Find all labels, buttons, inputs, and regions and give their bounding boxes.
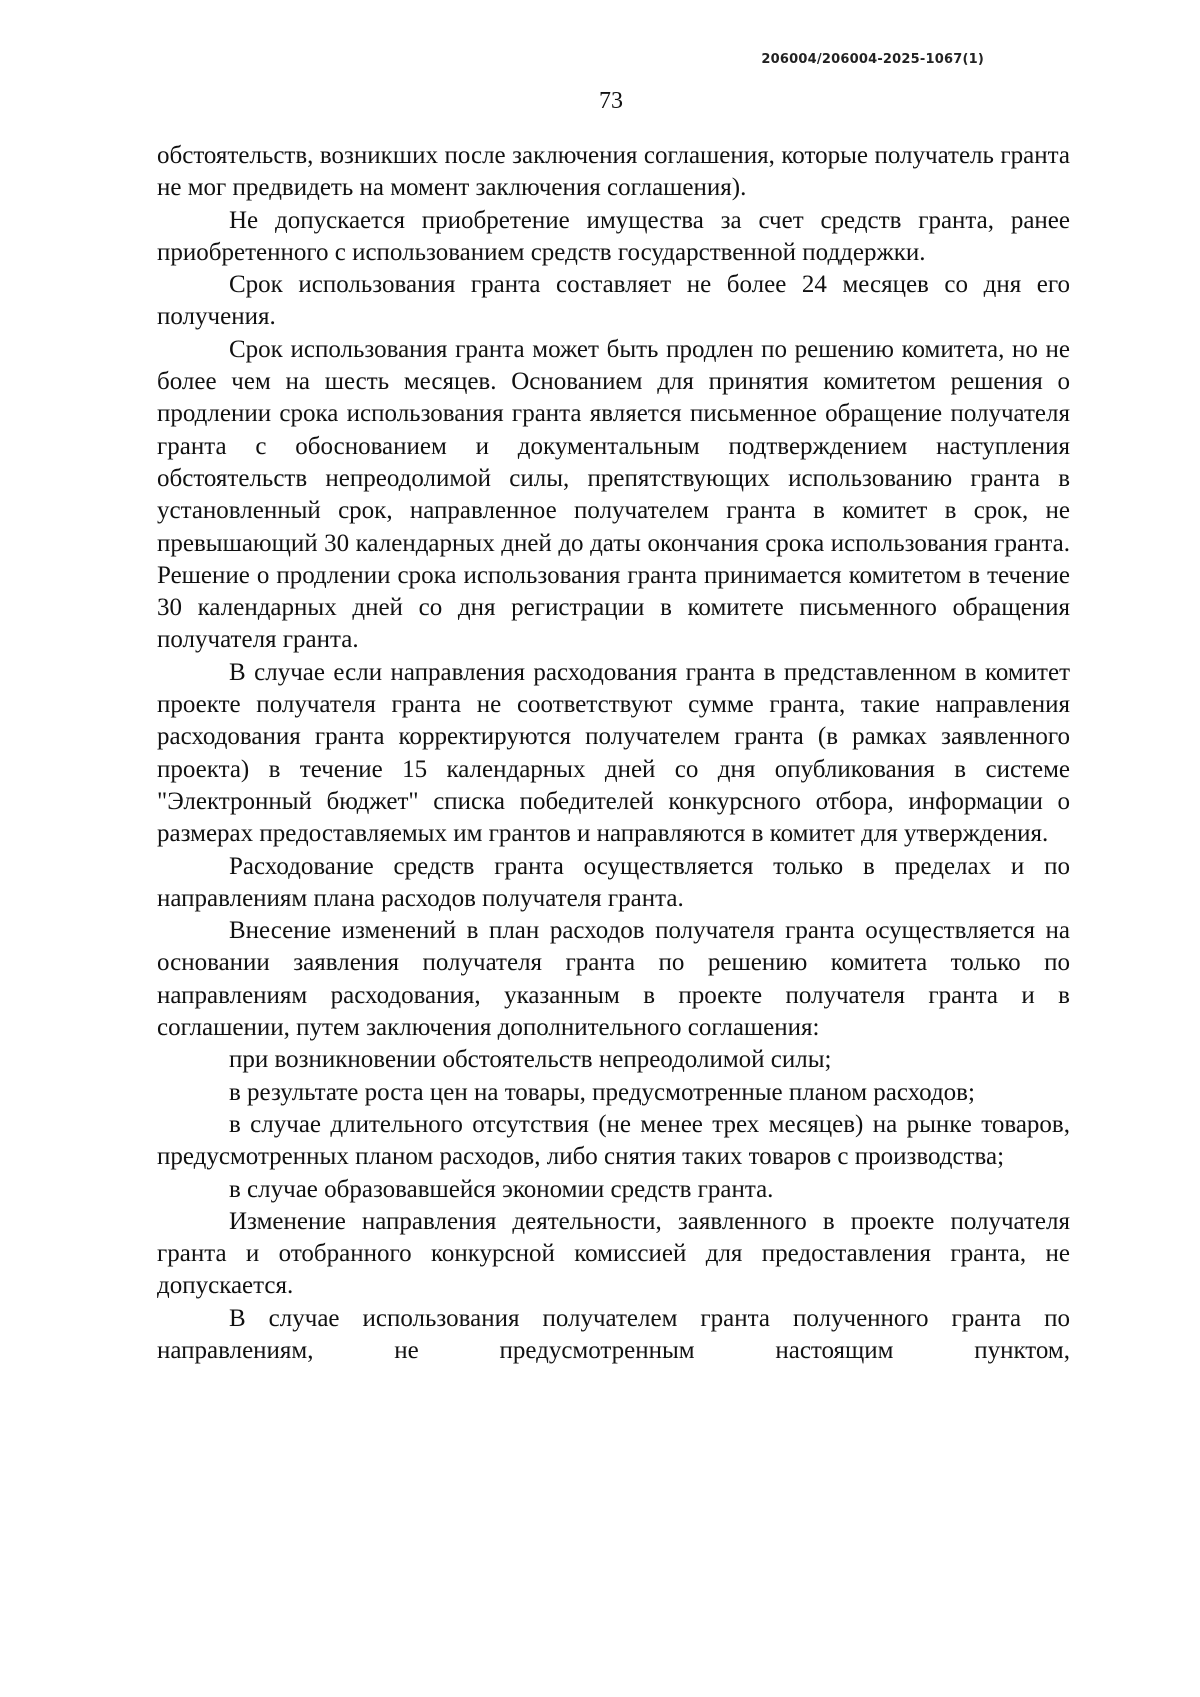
list-item-goods-absence: в случае длительного отсутствия (не менее трех месяцев) на рынке товаров, предусмотренных планом расходов, либо снятия таких товаров с производства;: [157, 1110, 1070, 1171]
list-item-price-growth: в результате роста цен на товары, предусмотренные планом расходов;: [229, 1078, 975, 1106]
paragraph-4: Срок использования гранта может быть продлен по решению комитета, но не более чем на шесть месяцев. Основанием для принятия комитетом решения о продлении срока использования гранта является письменное обращение получателя гранта с обоснованием и документальным подтверждением наступления обстоятельств непреодолимой силы, препятствующих использованию гранта в установленный срок, направленное получателем гранта в комитет в срок, не превышающий 30 календарных дней до даты окончания срока использования гранта. Решение о продлении срока использования гранта принимается комитетом в течение 30 календарных дней со дня регистрации в комитете письменного обращения получателя гранта.: [157, 335, 1070, 654]
paragraph-8: Изменение направления деятельности, заявленного в проекте получателя гранта и отобранного конкурсной комиссией для предоставления гранта, не допускается.: [157, 1207, 1070, 1300]
list-item-savings: в случае образовавшейся экономии средств гранта.: [229, 1175, 774, 1203]
paragraph-3: Срок использования гранта составляет не более 24 месяцев со дня его получения.: [157, 271, 1070, 331]
paragraph-9: В случае использования получателем гранта полученного гранта по направлениям, не предусмотренным настоящим пунктом,: [157, 1304, 1070, 1364]
list-item-force-majeure: при возникновении обстоятельств непреодолимой силы;: [229, 1046, 832, 1074]
paragraph-7: Внесение изменений в план расходов получателя гранта осуществляется на основании заявления получателя гранта по решению комитета только по направлениям расходования, указанным в проекте получателя гранта и в соглашении, путем заключения дополнительного соглашения:: [157, 917, 1070, 1042]
paragraph-1: обстоятельств, возникших после заключения соглашения, которые получатель гранта не мог предвидеть на момент заключения соглашения).: [157, 142, 1070, 202]
paragraph-6: Расходование средств гранта осуществляется только в пределах и по направлениям плана расходов получателя гранта.: [157, 852, 1070, 912]
paragraph-5: В случае если направления расходования гранта в представленном в комитет проекте получателя гранта не соответствуют сумме гранта, такие направления расходования гранта корректируются получателем гранта (в рамках заявленного проекта) в течение 15 календарных дней со дня опубликования в системе "Электронный бюджет" списка победителей конкурсного отбора, информации о размерах предоставляемых им грантов и направляются в комитет для утверждения.: [157, 658, 1070, 848]
paragraph-2: Не допускается приобретение имущества за счет средств гранта, ранее приобретенного с использованием средств государственной поддержки.: [157, 206, 1070, 266]
page-number: 73: [599, 88, 623, 114]
document-body: [157, 140, 1070, 1367]
document-id: 206004/206004-2025-1067(1): [761, 52, 984, 67]
